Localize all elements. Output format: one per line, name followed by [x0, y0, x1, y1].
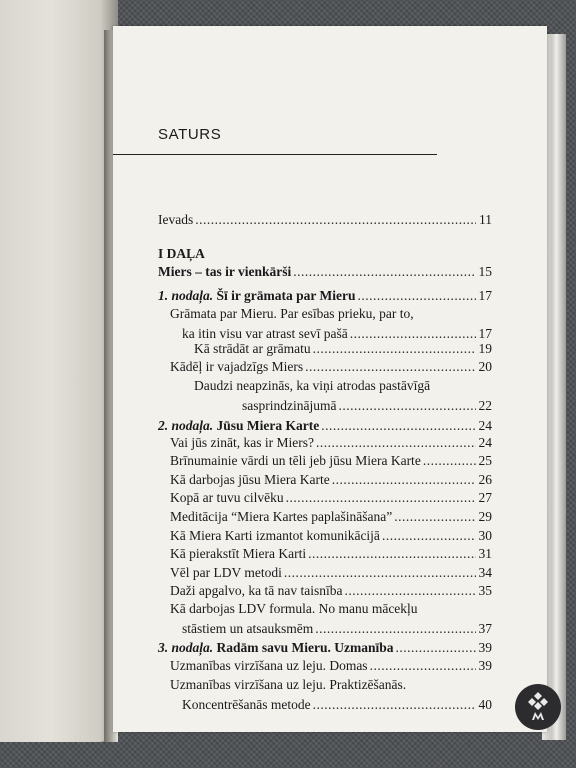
toc-entry-label: Vai jūs zināt, kas ir Miers?: [170, 435, 314, 450]
leader-dots: [370, 656, 476, 676]
toc-entry-label: stāstiem un atsauksmēm: [182, 621, 314, 636]
toc-entry: [158, 656, 492, 676]
page-number: 25: [478, 453, 492, 468]
toc-entry-label: ka itin visu var atrast sevī pašā: [182, 326, 348, 341]
toc-entry: [158, 304, 492, 344]
contents-page: [113, 26, 547, 732]
toc-entry-label: Ievads: [158, 212, 194, 227]
leader-dots: [332, 470, 476, 490]
toc-entry-label: Kopā ar tuvu cilvēku: [170, 490, 284, 505]
toc-entry-label: Daudzi neapzinās, ka viņi atrodas pastāvīgā: [194, 378, 431, 393]
toc-entry-label: Kādēļ ir vajadzīgs Miers: [170, 359, 304, 374]
page-number: 19: [478, 341, 492, 356]
page-number: 24: [478, 435, 492, 450]
page-number: 39: [478, 658, 492, 673]
leader-dots: [423, 451, 476, 471]
page-number: 39: [478, 640, 492, 655]
toc-entry: [158, 638, 492, 658]
page-number: 17: [478, 326, 492, 341]
toc-entry: [158, 286, 492, 306]
toc-entry: [158, 210, 492, 230]
toc-entry-label: Koncentrēšanās metode: [182, 697, 311, 712]
leader-dots: [284, 563, 476, 583]
toc-entry: [158, 470, 492, 490]
toc-entry: [158, 488, 492, 508]
toc-entry-label: Uzmanības virzīšana uz leju. Domas: [170, 658, 368, 673]
toc-entry-label: Kā strādāt ar grāmatu: [194, 341, 311, 356]
page-number: 31: [478, 546, 492, 561]
toc-entry: [158, 526, 492, 546]
toc-entry-label: Kā darbojas jūsu Miera Karte: [170, 472, 330, 487]
leader-dots: [316, 433, 476, 453]
leader-dots: [293, 262, 476, 282]
watermark-badge: [515, 684, 561, 730]
chapter-number: 3. nodaļa.: [158, 640, 214, 655]
page-number: 26: [478, 472, 492, 487]
toc-entry: [158, 599, 492, 639]
chapter-number: 1. nodaļa.: [158, 288, 214, 303]
toc-entry: [158, 244, 492, 264]
toc-entry-label: Kā pierakstīt Miera Karti: [170, 546, 307, 561]
leader-dots: [195, 210, 476, 230]
toc-entry-label: Meditācija “Miera Kartes paplašināšana”: [170, 509, 393, 524]
page-number: 37: [478, 621, 492, 636]
toc-entry: [158, 563, 492, 583]
leader-dots: [286, 488, 476, 508]
toc-entry-label: 3. nodaļa. Radām savu Mieru. Uzmanība: [158, 640, 394, 655]
page-title: SATURS: [158, 126, 222, 143]
toc-entry: [158, 581, 492, 601]
leader-dots: [305, 357, 476, 377]
toc-entry-label: 2. nodaļa. Jūsu Miera Karte: [158, 418, 320, 433]
page-number: 30: [478, 528, 492, 543]
toc-entry: [158, 262, 492, 282]
leader-dots: [313, 695, 476, 715]
page-number: 24: [478, 418, 492, 433]
leader-dots: [313, 339, 476, 359]
page-number: 29: [478, 509, 492, 524]
chapter-number: 2. nodaļa.: [158, 418, 214, 433]
leader-dots: [344, 581, 476, 601]
toc-entry-label: sasprindzinājumā: [242, 398, 337, 413]
page-number: 35: [478, 583, 492, 598]
toc-entry-label: Brīnumainie vārdi un tēli jeb jūsu Miera Karte: [170, 453, 421, 468]
page-number: 22: [478, 398, 492, 413]
leader-dots: [382, 526, 476, 546]
leader-dots: [315, 619, 476, 639]
leader-dots: [308, 544, 476, 564]
left-page: [0, 0, 118, 742]
page-number: 11: [479, 212, 492, 227]
toc-entry: [158, 507, 492, 527]
toc-entry: [158, 433, 492, 453]
toc-entry-label: Vēl par LDV metodi: [170, 565, 282, 580]
toc-entry: [158, 376, 492, 416]
page-number: 17: [478, 288, 492, 303]
heading-rule: [113, 154, 437, 155]
leader-dots: [396, 638, 476, 658]
page-number: 20: [478, 359, 492, 374]
leader-dots: [394, 507, 476, 527]
page-number: 27: [478, 490, 492, 505]
toc-entry: [158, 675, 492, 715]
page-number: 40: [478, 697, 492, 712]
toc-entry-label: Daži apgalvo, ka tā nav taisnība: [170, 583, 343, 598]
toc-entry: [158, 339, 492, 359]
page-number: 15: [478, 264, 492, 279]
toc-entry: [158, 451, 492, 471]
toc-entry: [158, 357, 492, 377]
toc-entry-label: Kā darbojas LDV formula. No manu mācekļu: [170, 601, 418, 616]
toc-entry-label: Miers – tas ir vienkārši: [158, 264, 292, 279]
toc-entry-label: I DAĻA: [158, 246, 205, 261]
page-number: 34: [478, 565, 492, 580]
toc-entry-label: Grāmata par Mieru. Par esības prieku, par to,: [170, 306, 414, 321]
leader-dots: [358, 286, 477, 306]
diamond-logo-icon: [523, 690, 553, 724]
toc-entry-label: 1. nodaļa. Šī ir grāmata par Mieru: [158, 288, 356, 303]
toc-entry: [158, 544, 492, 564]
toc-entry-label: Uzmanības virzīšana uz leju. Praktizēšanās.: [170, 677, 407, 692]
toc-entry-label: Kā Miera Karti izmantot komunikācijā: [170, 528, 380, 543]
leader-dots: [338, 396, 476, 416]
